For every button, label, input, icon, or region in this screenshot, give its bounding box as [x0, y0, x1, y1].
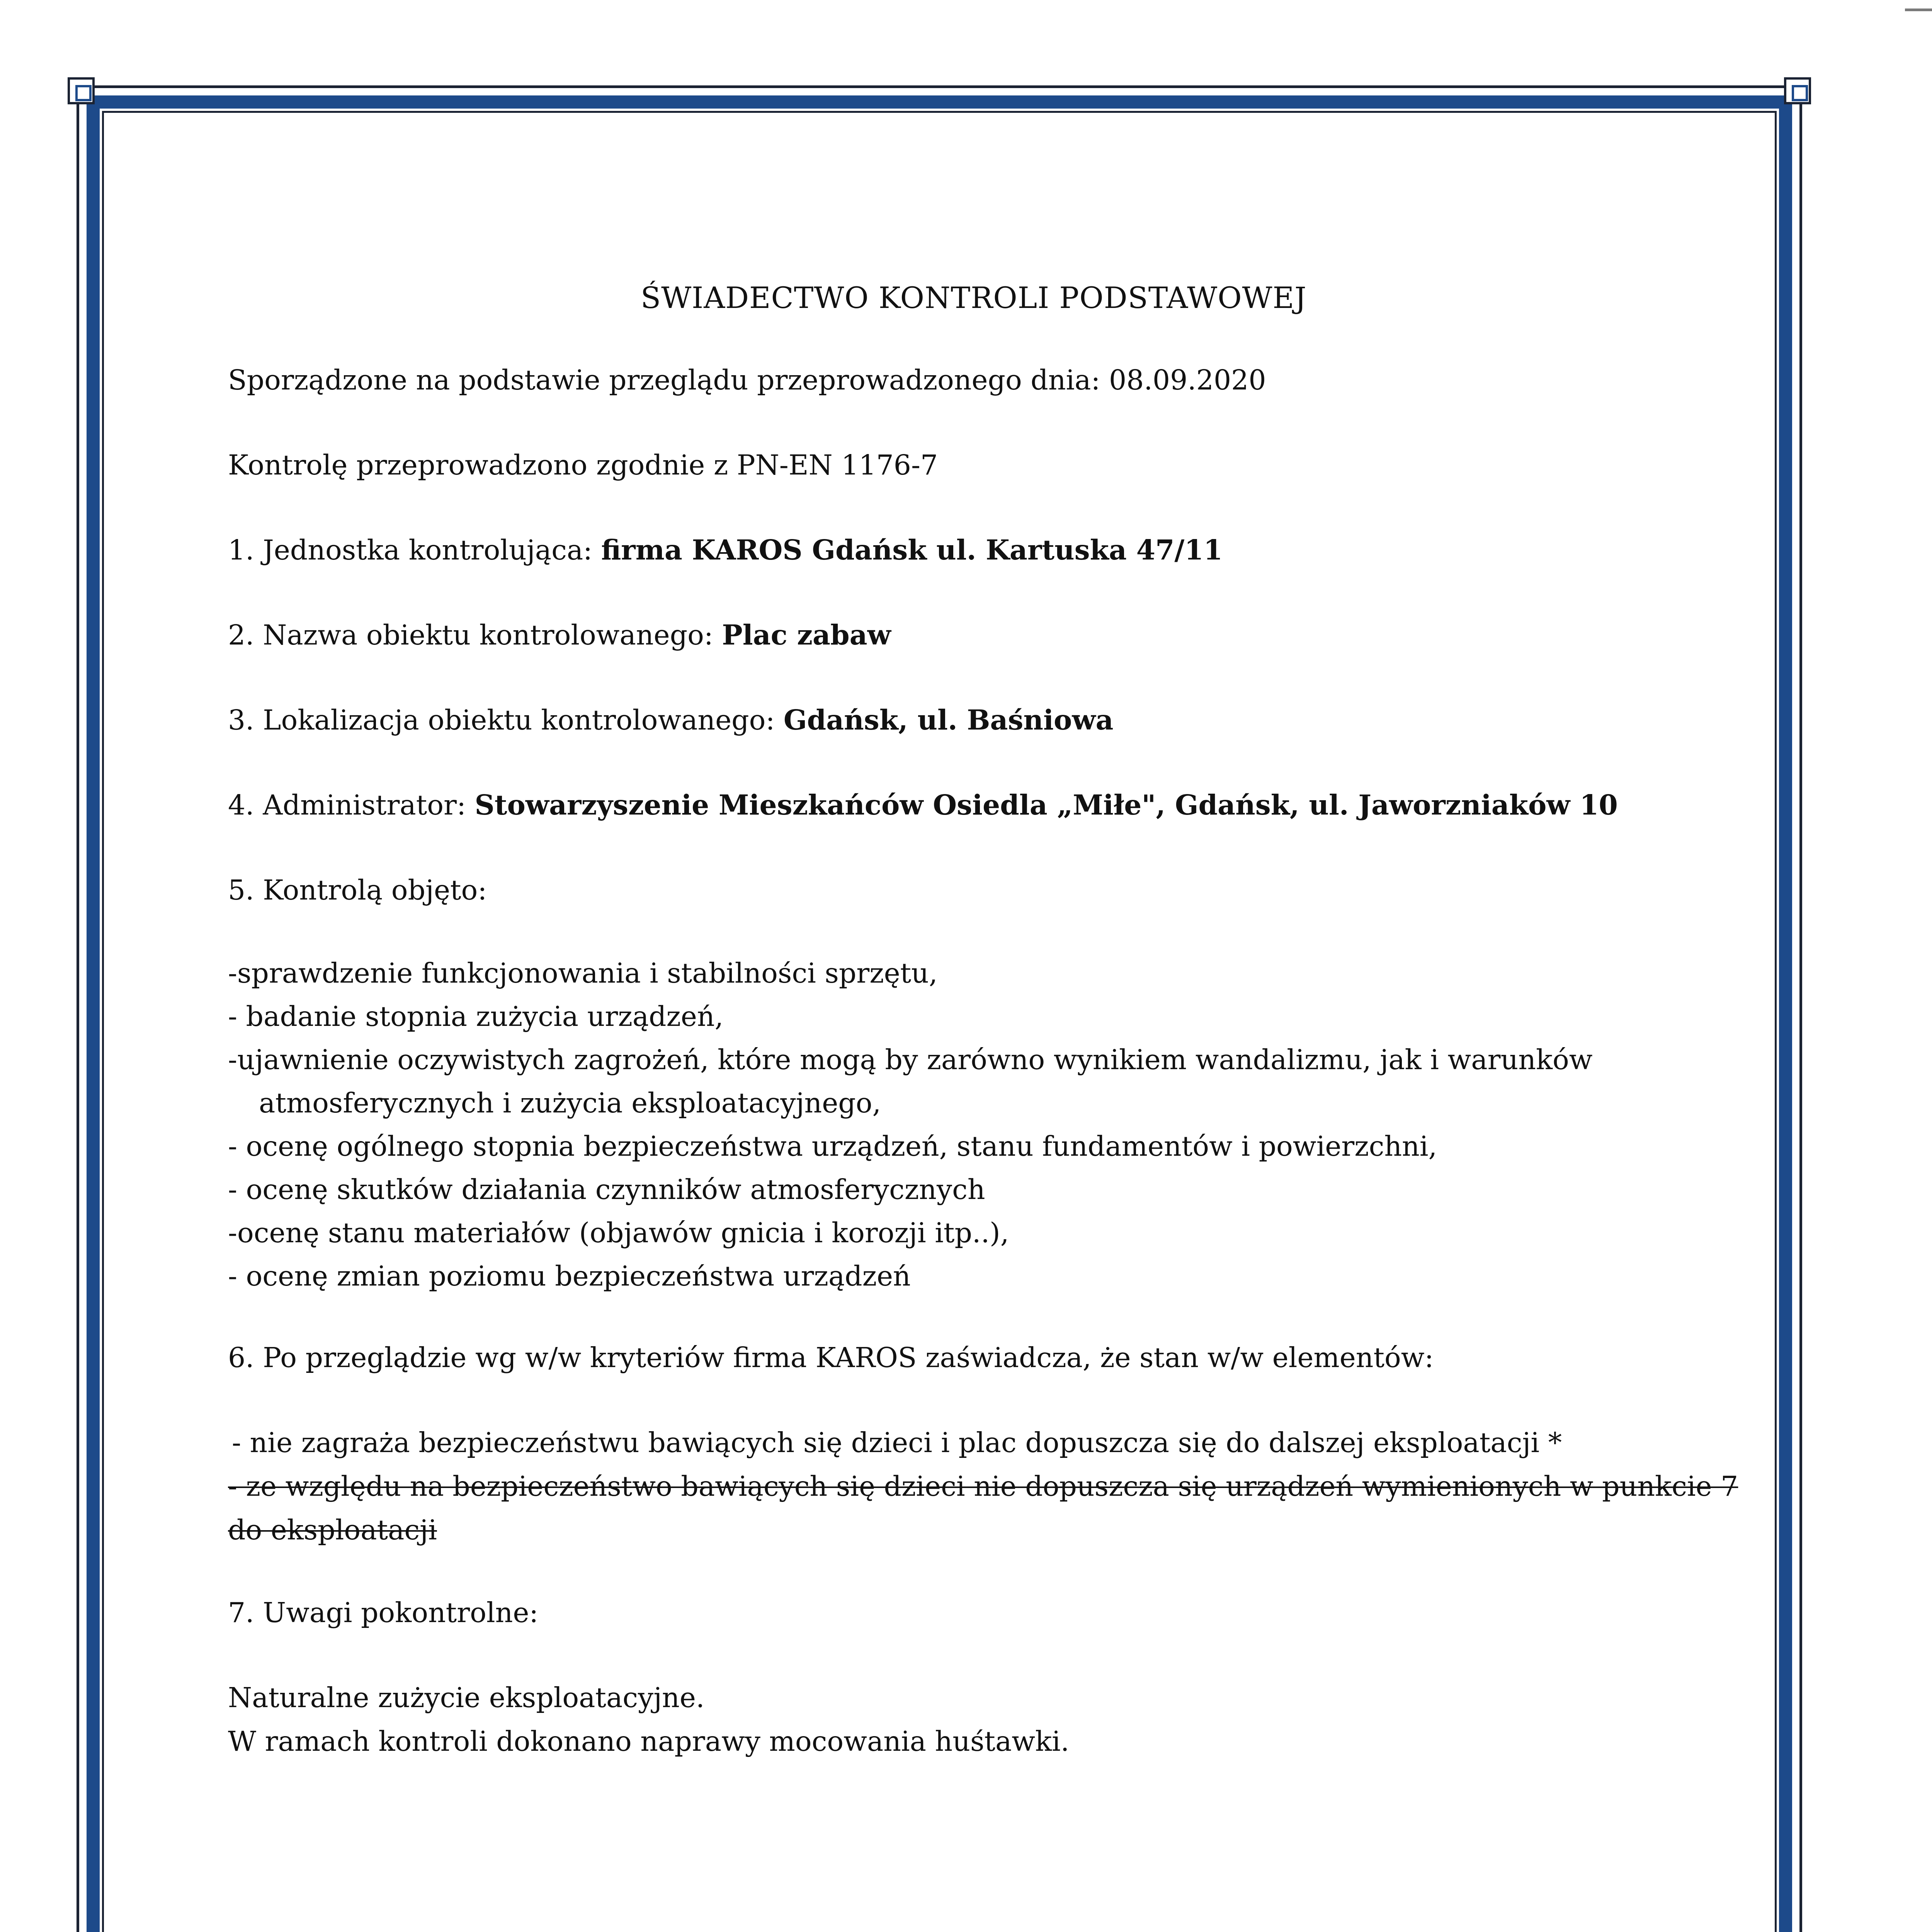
- scope-list: [228, 952, 1593, 1298]
- scope-item: -sprawdzenie funkcjonowania i stabilności sprzętu,: [228, 957, 938, 989]
- inspection-date-line: [228, 364, 1266, 396]
- frame-corner-top-left: [68, 77, 95, 104]
- conclusion-option-struck: - ze względu na bezpieczeństwo bawiących się dzieci nie dopuszcza się urządzeń wymienionych w punkcie 7: [228, 1470, 1738, 1502]
- conclusion-heading: 6. Po przeglądzie wg w/w kryteriów firma KAROS zaświadcza, że stan w/w elementów:: [228, 1342, 1434, 1374]
- item-object-name: [228, 619, 891, 651]
- item-location-label: 3. Lokalizacja obiektu kontrolowanego:: [228, 704, 784, 736]
- inspection-date-value: 08.09.2020: [1109, 364, 1266, 396]
- conclusion-option-struck-continued: do eksploatacji: [228, 1514, 437, 1546]
- item-location: [228, 704, 1113, 736]
- scope-item: atmosferycznych i zużycia eksploatacyjnego,: [259, 1087, 881, 1119]
- item-administrator-label: 4. Administrator:: [228, 789, 475, 821]
- scope-item: -ocenę stanu materiałów (objawów gnicia i korozji itp..),: [228, 1217, 1009, 1249]
- remarks-line: Naturalne zużycie eksploatacyjne.: [228, 1682, 705, 1714]
- item-inspection-unit-label: 1. Jednostka kontrolująca:: [228, 534, 601, 566]
- item-object-name-label: 2. Nazwa obiektu kontrolowanego:: [228, 619, 722, 651]
- scan-artifact-mark: [1905, 9, 1932, 11]
- item-location-value: Gdańsk, ul. Baśniowa: [783, 704, 1114, 736]
- scope-item: - ocenę ogólnego stopnia bezpieczeństwa urządzeń, stanu fundamentów i powierzchni,: [228, 1130, 1437, 1162]
- item-administrator-value: Stowarzyszenie Mieszkańców Osiedla „Miłe", Gdańsk, ul. Jaworzniaków 10: [474, 789, 1618, 821]
- conclusion-option-allowed: - nie zagraża bezpieczeństwu bawiących się dzieci i plac dopuszcza się do dalszej eksploatacji *: [232, 1427, 1562, 1459]
- scope-item: - ocenę skutków działania czynników atmosferycznych: [228, 1173, 985, 1206]
- standard-line: Kontrolę przeprowadzono zgodnie z PN-EN 1176-7: [228, 449, 938, 481]
- item-administrator: [228, 789, 1618, 821]
- item-inspection-unit: [228, 534, 1223, 566]
- frame-corner-top-right: [1784, 77, 1811, 104]
- remarks-line: W ramach kontroli dokonano naprawy mocowania huśtawki.: [228, 1725, 1070, 1757]
- item-object-name-value: Plac zabaw: [722, 619, 891, 651]
- scope-heading: 5. Kontrolą objęto:: [228, 874, 487, 906]
- item-inspection-unit-value: firma KAROS Gdańsk ul. Kartuska 47/11: [601, 534, 1223, 566]
- scope-item: -ujawnienie oczywistych zagrożeń, które mogą by zarówno wynikiem wandalizmu, jak i warunków: [228, 1044, 1593, 1076]
- remarks-heading: 7. Uwagi pokontrolne:: [228, 1597, 539, 1629]
- document-title: ŚWIADECTWO KONTROLI PODSTAWOWEJ: [641, 281, 1307, 315]
- scope-item: - badanie stopnia zużycia urządzeń,: [228, 1000, 724, 1032]
- inspection-date-label: Sporządzone na podstawie przeglądu przeprowadzonego dnia:: [228, 364, 1109, 396]
- scope-item: - ocenę zmian poziomu bezpieczeństwa urządzeń: [228, 1260, 911, 1292]
